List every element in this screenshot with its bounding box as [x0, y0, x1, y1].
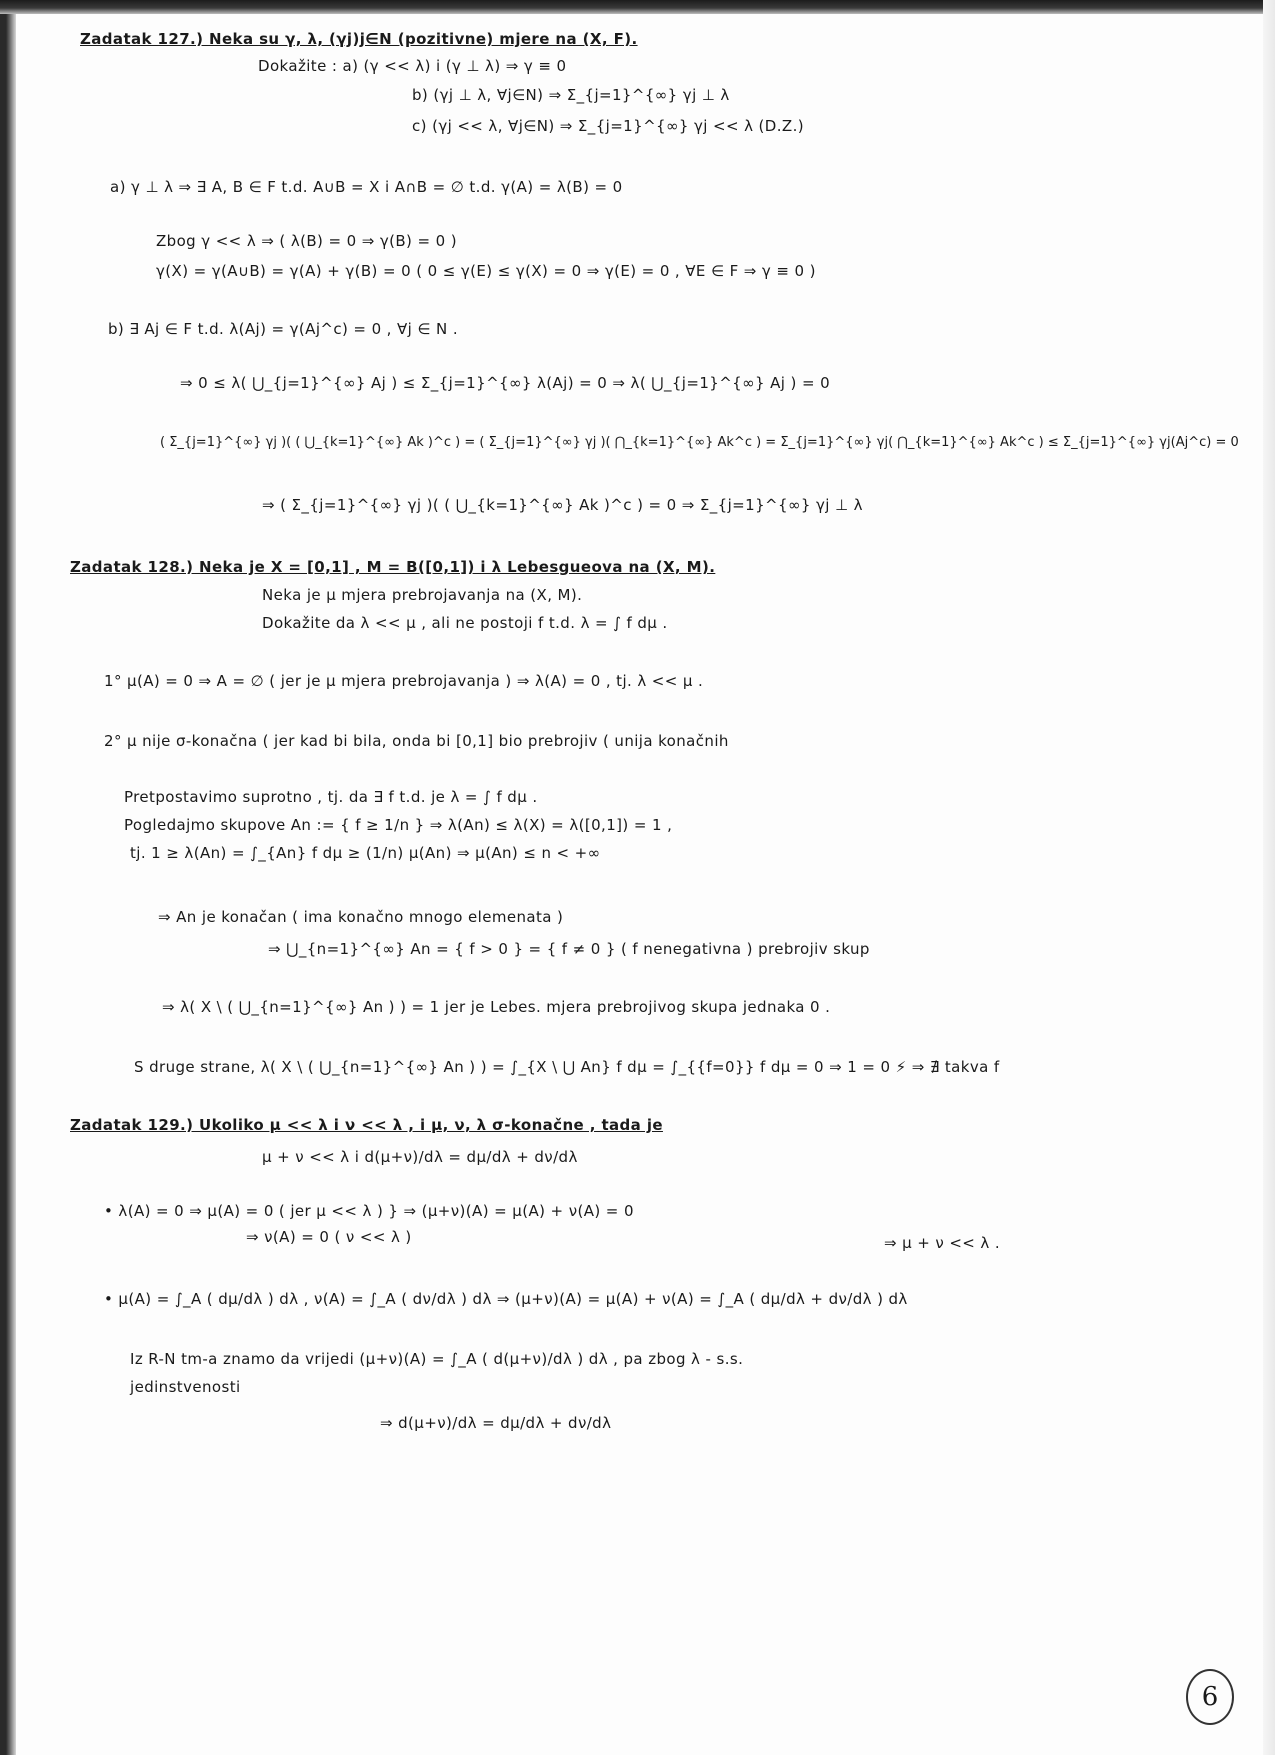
- solution-129-bullet-1: • λ(A) = 0 ⇒ μ(A) = 0 ( jer μ << λ ) } ⇒ (μ+ν)(A) = μ(A) + ν(A) = 0: [104, 1202, 634, 1220]
- solution-129-bullet-1-line-2: ⇒ ν(A) = 0 ( ν << λ ): [246, 1228, 412, 1246]
- problem-128-statement: Zadatak 128.) Neka je X = [0,1] , M = B([0,1]) i λ Lebesgueova na (X, M).: [70, 558, 716, 576]
- solution-128-line-5: tj. 1 ≥ λ(An) = ∫_{An} f dμ ≥ (1/n) μ(An) ⇒ μ(An) ≤ n < +∞: [130, 844, 601, 862]
- solution-128-line-7: ⇒ ⋃_{n=1}^{∞} An = { f > 0 } = { f ≠ 0 } ( f nenegativna ) prebrojiv skup: [268, 940, 870, 958]
- solution-128-line-3: Pretpostavimo suprotno , tj. da ∃ f t.d. je λ = ∫ f dμ .: [124, 788, 538, 806]
- solution-128-step-2: 2° μ nije σ-konačna ( jer kad bi bila, onda bi [0,1] bio prebrojiv ( unija konačnih: [104, 732, 729, 750]
- problem-127-task-b: b) (γj ⊥ λ, ∀j∈N) ⇒ Σ_{j=1}^{∞} γj ⊥ λ: [412, 86, 730, 104]
- problem-129-statement: Zadatak 129.) Ukoliko μ << λ i ν << λ , i μ, ν, λ σ-konačne , tada je: [70, 1116, 663, 1134]
- problem-127-statement: Zadatak 127.) Neka su γ, λ, (γj)j∈N (pozitivne) mjere na (X, F).: [80, 30, 638, 48]
- page-number: 6: [1186, 1669, 1234, 1725]
- solution-b-line-2: ⇒ 0 ≤ λ( ⋃_{j=1}^{∞} Aj ) ≤ Σ_{j=1}^{∞} λ(Aj) = 0 ⇒ λ( ⋃_{j=1}^{∞} Aj ) = 0: [180, 374, 831, 392]
- problem-129-line-2: μ + ν << λ i d(μ+ν)/dλ = dμ/dλ + dν/dλ: [262, 1148, 578, 1166]
- solution-129-line-5: Iz R-N tm-a znamo da vrijedi (μ+ν)(A) = ∫_A ( d(μ+ν)/dλ ) dλ , pa zbog λ - s.s.: [130, 1350, 744, 1368]
- solution-128-line-6: ⇒ An je konačan ( ima konačno mnogo elemenata ): [158, 908, 564, 926]
- binding-edge: [0, 0, 16, 1755]
- solution-129-bullet-1-conclusion: ⇒ μ + ν << λ .: [884, 1234, 1001, 1252]
- solution-a-line-1: a) γ ⊥ λ ⇒ ∃ A, B ∈ F t.d. A∪B = X i A∩B = ∅ t.d. γ(A) = λ(B) = 0: [110, 178, 623, 196]
- solution-129-conclusion: ⇒ d(μ+ν)/dλ = dμ/dλ + dν/dλ: [380, 1414, 612, 1432]
- solution-129-bullet-2: • μ(A) = ∫_A ( dμ/dλ ) dλ , ν(A) = ∫_A ( dν/dλ ) dλ ⇒ (μ+ν)(A) = μ(A) + ν(A) = ∫_A ( dμ/dλ + dν/dλ ) dλ: [104, 1290, 908, 1308]
- top-scan-edge: [0, 0, 1275, 14]
- solution-a-line-2: Zbog γ << λ ⇒ ( λ(B) = 0 ⇒ γ(B) = 0 ): [156, 232, 457, 250]
- solution-b-line-3: ( Σ_{j=1}^{∞} γj )( ( ⋃_{k=1}^{∞} Ak )^c ) = ( Σ_{j=1}^{∞} γj )( ⋂_{k=1}^{∞} Ak^c ) = Σ_{j=1}^{∞} γj( ⋂_{k=1}^{∞} Ak^c ) ≤ Σ_{j=1}^{∞} γj(Aj^c) = 0: [160, 435, 1239, 450]
- solution-b-line-4: ⇒ ( Σ_{j=1}^{∞} γj )( ( ⋃_{k=1}^{∞} Ak )^c ) = 0 ⇒ Σ_{j=1}^{∞} γj ⊥ λ: [262, 496, 863, 514]
- solution-128-line-9: S druge strane, λ( X \ ( ⋃_{n=1}^{∞} An ) ) = ∫_{X \ ⋃ An} f dμ = ∫_{{f=0}} f dμ = 0 ⇒ 1 = 0 ⚡ ⇒ ∄ takva f: [134, 1058, 1000, 1076]
- problem-127-task-c: c) (γj << λ, ∀j∈N) ⇒ Σ_{j=1}^{∞} γj << λ (D.Z.): [412, 117, 805, 135]
- problem-128-line-2: Neka je μ mjera prebrojavanja na (X, M).: [262, 586, 583, 604]
- right-scan-edge: [1263, 0, 1275, 1755]
- solution-a-line-3: γ(X) = γ(A∪B) = γ(A) + γ(B) = 0 ( 0 ≤ γ(E) ≤ γ(X) = 0 ⇒ γ(E) = 0 , ∀E ∈ F ⇒ γ ≡ 0 ): [156, 262, 816, 280]
- solution-128-step-1: 1° μ(A) = 0 ⇒ A = ∅ ( jer je μ mjera prebrojavanja ) ⇒ λ(A) = 0 , tj. λ << μ .: [104, 672, 704, 690]
- solution-128-line-4: Pogledajmo skupove An := { f ≥ 1/n } ⇒ λ(An) ≤ λ(X) = λ([0,1]) = 1 ,: [124, 816, 673, 834]
- problem-128-line-3: Dokažite da λ << μ , ali ne postoji f t.d. λ = ∫ f dμ .: [262, 614, 668, 632]
- solution-b-line-1: b) ∃ Aj ∈ F t.d. λ(Aj) = γ(Aj^c) = 0 , ∀j ∈ N .: [108, 320, 459, 338]
- solution-128-line-8: ⇒ λ( X \ ( ⋃_{n=1}^{∞} An ) ) = 1 jer je Lebes. mjera prebrojivog skupa jednaka 0 .: [162, 998, 831, 1016]
- problem-127-task-a: Dokažite : a) (γ << λ) i (γ ⊥ λ) ⇒ γ ≡ 0: [258, 57, 567, 75]
- solution-129-line-6: jedinstvenosti: [130, 1378, 241, 1396]
